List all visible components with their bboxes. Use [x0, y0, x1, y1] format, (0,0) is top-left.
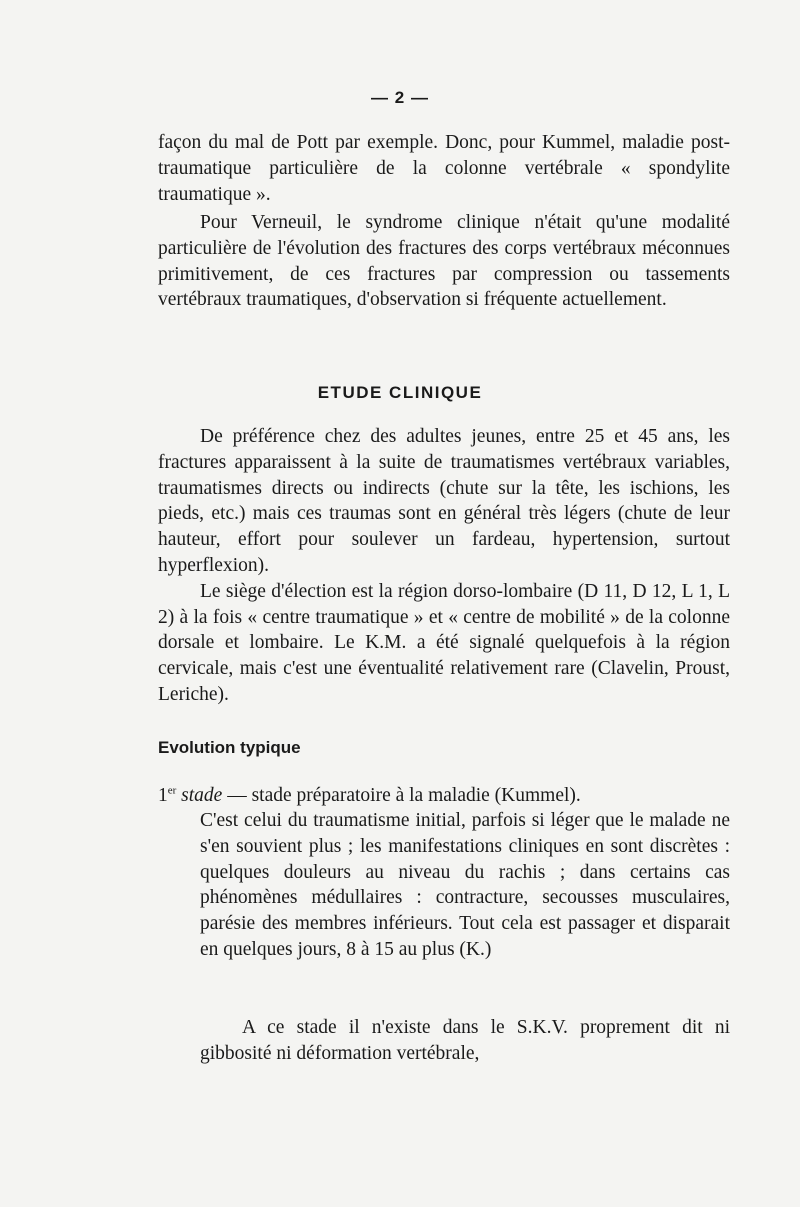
paragraph-verneuil: Pour Verneuil, le syndrome clinique n'était qu'une modalité particulière de l'évolution des fractures des corps vertébraux méconnues primitivement, de ces fractures par compression ou tassements vertébraux traumatiques, d'observation si fréquente actuellement. — [158, 212, 730, 311]
paragraph-block-2 — [158, 210, 730, 313]
stage-number: 1 — [158, 785, 168, 806]
paragraph-skv: A ce stade il n'existe dans le S.K.V. proprement dit ni gibbosité ni déformation vertébrale, — [200, 1017, 730, 1064]
stage-heading-block — [158, 783, 730, 809]
paragraph-block-5 — [200, 808, 730, 963]
stage-description: — stade préparatoire à la maladie (Kummel). — [222, 785, 581, 806]
stage-1-line — [158, 783, 730, 809]
paragraph-block-3 — [158, 424, 730, 708]
section-heading-clinical-study: ETUDE CLINIQUE — [317, 383, 483, 402]
stage-label: stade — [181, 785, 223, 806]
paragraph-block-1 — [158, 130, 730, 207]
stage-superscript: er — [167, 784, 177, 797]
paragraph-kummel: façon du mal de Pott par exemple. Donc, pour Kummel, maladie post-traumatique particulière de la colonne vertébrale « spondylite traumatique ». — [158, 132, 730, 205]
paragraph-siege: Le siège d'élection est la région dorso-lombaire (D 11, D 12, L 1, L 2) à la fois « centre traumatique » et « centre de mobilité » de la colonne dorsale et lombaire. Le K.M. a été signalé quelquefois à la région cervicale, mais c'est une éventualité relativement rare (Clavelin, Proust, Leriche). — [158, 580, 730, 705]
subsection-heading-typical-evolution: Evolution typique — [158, 738, 301, 757]
paragraph-block-6 — [200, 1015, 730, 1067]
paragraph-preference: De préférence chez des adultes jeunes, entre 25 et 45 ans, les fractures apparaissent à la suite de traumatismes vertébraux variables, traumatismes directs ou indirects (chute sur la tête, les ischions, les pieds, etc.) mais ces traumas sont en général très légers (chute de leur hauteur, effort pour soulever un fardeau, hypertension, surtout hyperflexion). — [158, 426, 730, 576]
page-number: — 2 — — [371, 88, 429, 107]
paragraph-trauma-initial: C'est celui du traumatisme initial, parfois si léger que le malade ne s'en souvient plus ; les manifestations cliniques en sont discrètes : quelques douleurs au niveau du rachis ; dans certains cas phénomènes médullaires : contracture, secousses musculaires, parésie des membres inférieurs. Tout cela est passager et disparait en quelques jours, 8 à 15 au plus (K.) — [200, 810, 730, 960]
